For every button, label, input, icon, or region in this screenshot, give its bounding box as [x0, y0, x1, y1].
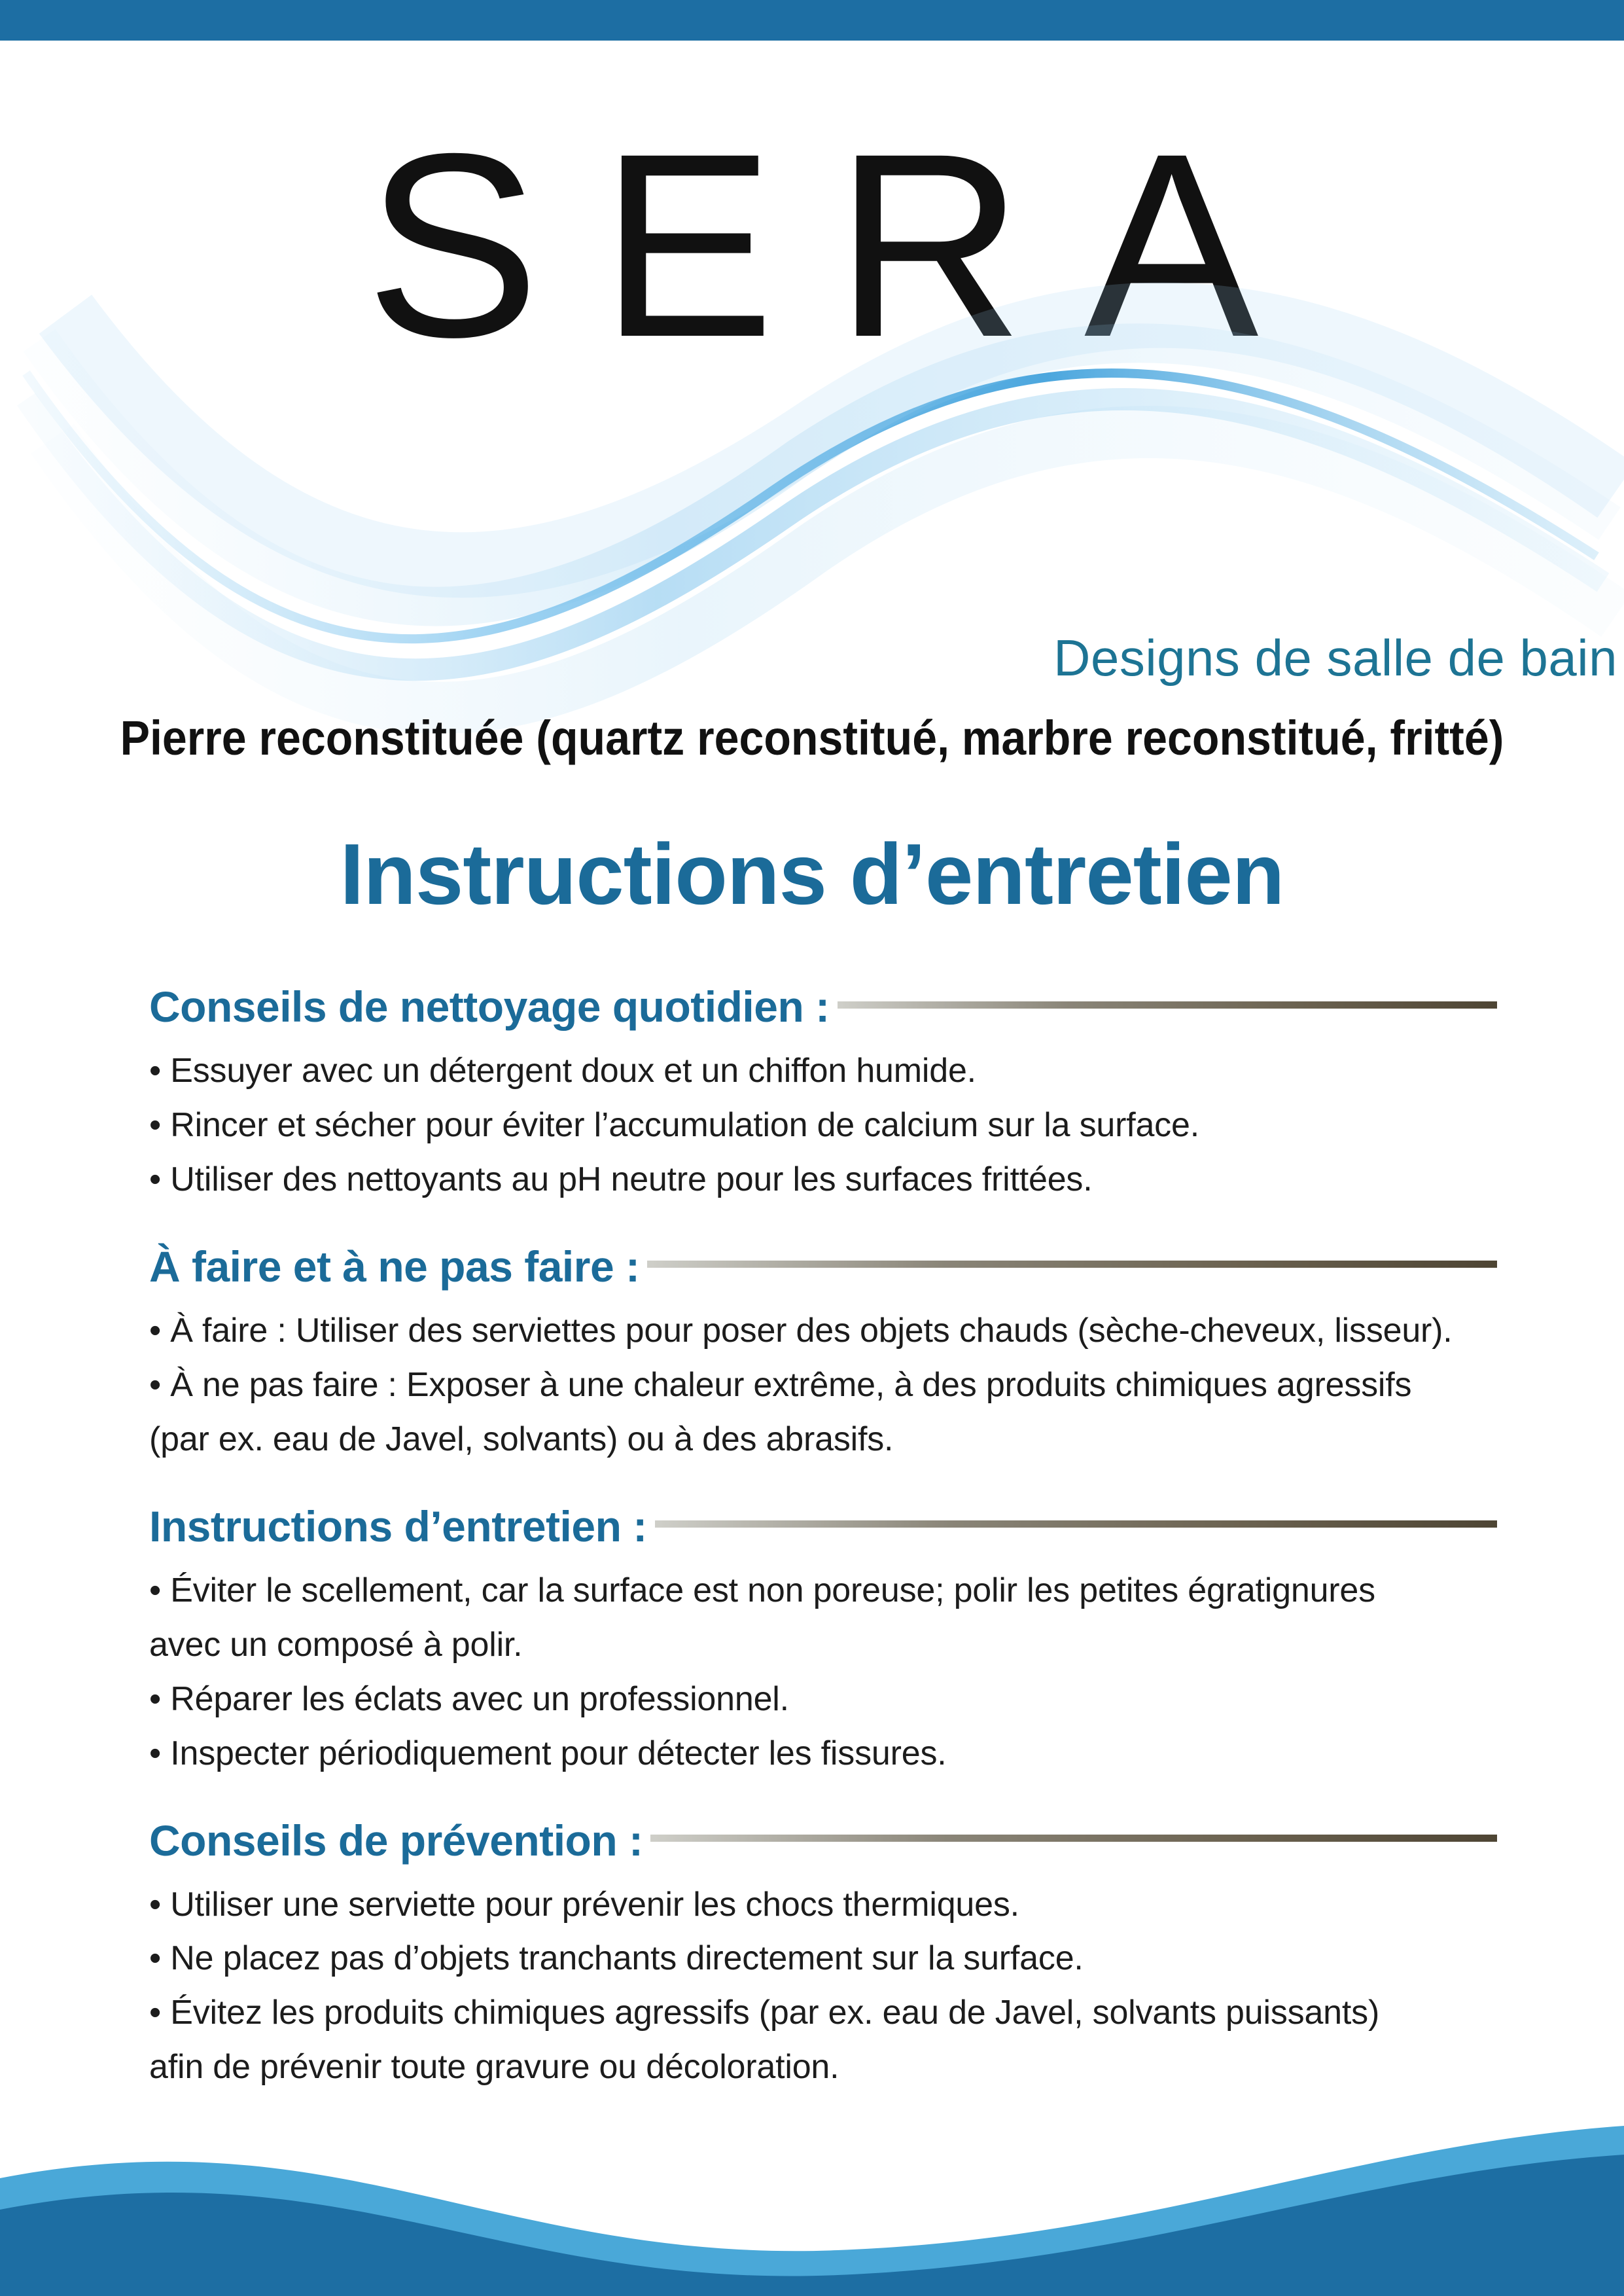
list-item: • Évitez les produits chimiques agressifs (par ex. eau de Javel, solvants puissants) — [149, 1994, 1380, 2032]
list-item: • Rincer et sécher pour éviter l’accumulation de calcium sur la surface. — [149, 1105, 1199, 1144]
section-prevention-tips — [149, 1816, 1497, 2093]
care-instructions-content — [149, 982, 1497, 2112]
section-divider-rule — [838, 1001, 1497, 1009]
logo-area — [0, 79, 1624, 707]
list-item-continuation: avec un composé à polir. — [149, 1625, 523, 1664]
page-title: Instructions d’entretien — [340, 826, 1284, 922]
section-divider-rule — [650, 1835, 1497, 1842]
list-item: • Réparer les éclats avec un professionnel. — [149, 1679, 789, 1718]
list-item-continuation: (par ex. eau de Javel, solvants) ou à des abrasifs. — [149, 1420, 894, 1458]
section-title: Instructions d’entretien : — [149, 1501, 647, 1551]
section-maintenance-instructions — [149, 1501, 1497, 1779]
list-item: • Utiliser une serviette pour prévenir les chocs thermiques. — [149, 1885, 1019, 1924]
list-item: • Inspecter périodiquement pour détecter les fissures. — [149, 1734, 947, 1772]
tagline: Designs de salle de bain — [1053, 629, 1617, 687]
top-accent-bar — [0, 0, 1624, 41]
section-dos-and-donts — [149, 1242, 1497, 1465]
section-header — [149, 1242, 1497, 1291]
section-title: Conseils de prévention : — [149, 1816, 643, 1865]
list-item: • Utiliser des nettoyants au pH neutre pour les surfaces frittées. — [149, 1160, 1093, 1198]
section-header — [149, 1816, 1497, 1865]
bottom-wave-decoration — [0, 2100, 1624, 2296]
section-divider-rule — [647, 1261, 1497, 1268]
section-title: À faire et à ne pas faire : — [149, 1242, 640, 1291]
brand-logo-text: SERA — [365, 99, 1319, 391]
list-item: • Essuyer avec un détergent doux et un chiffon humide. — [149, 1052, 976, 1090]
list-item-continuation: afin de prévenir toute gravure ou décoloration. — [149, 2048, 839, 2087]
list-item: • Ne placez pas d’objets tranchants directement sur la surface. — [149, 1939, 1084, 1978]
section-daily-cleaning — [149, 982, 1497, 1205]
section-header — [149, 1501, 1497, 1551]
section-divider-rule — [655, 1520, 1497, 1528]
list-item: • Éviter le scellement, car la surface est non poreuse; polir les petites égratignures — [149, 1571, 1375, 1609]
list-item: • À ne pas faire : Exposer à une chaleur extrême, à des produits chimiques agressifs — [149, 1365, 1412, 1404]
section-header — [149, 982, 1497, 1031]
list-item: • À faire : Utiliser des serviettes pour poser des objets chauds (sèche-cheveux, lisseur). — [149, 1311, 1453, 1350]
product-subtitle: Pierre reconstituée (quartz reconstitué, marbre reconstitué, fritté) — [120, 711, 1504, 765]
section-title: Conseils de nettoyage quotidien : — [149, 982, 830, 1031]
